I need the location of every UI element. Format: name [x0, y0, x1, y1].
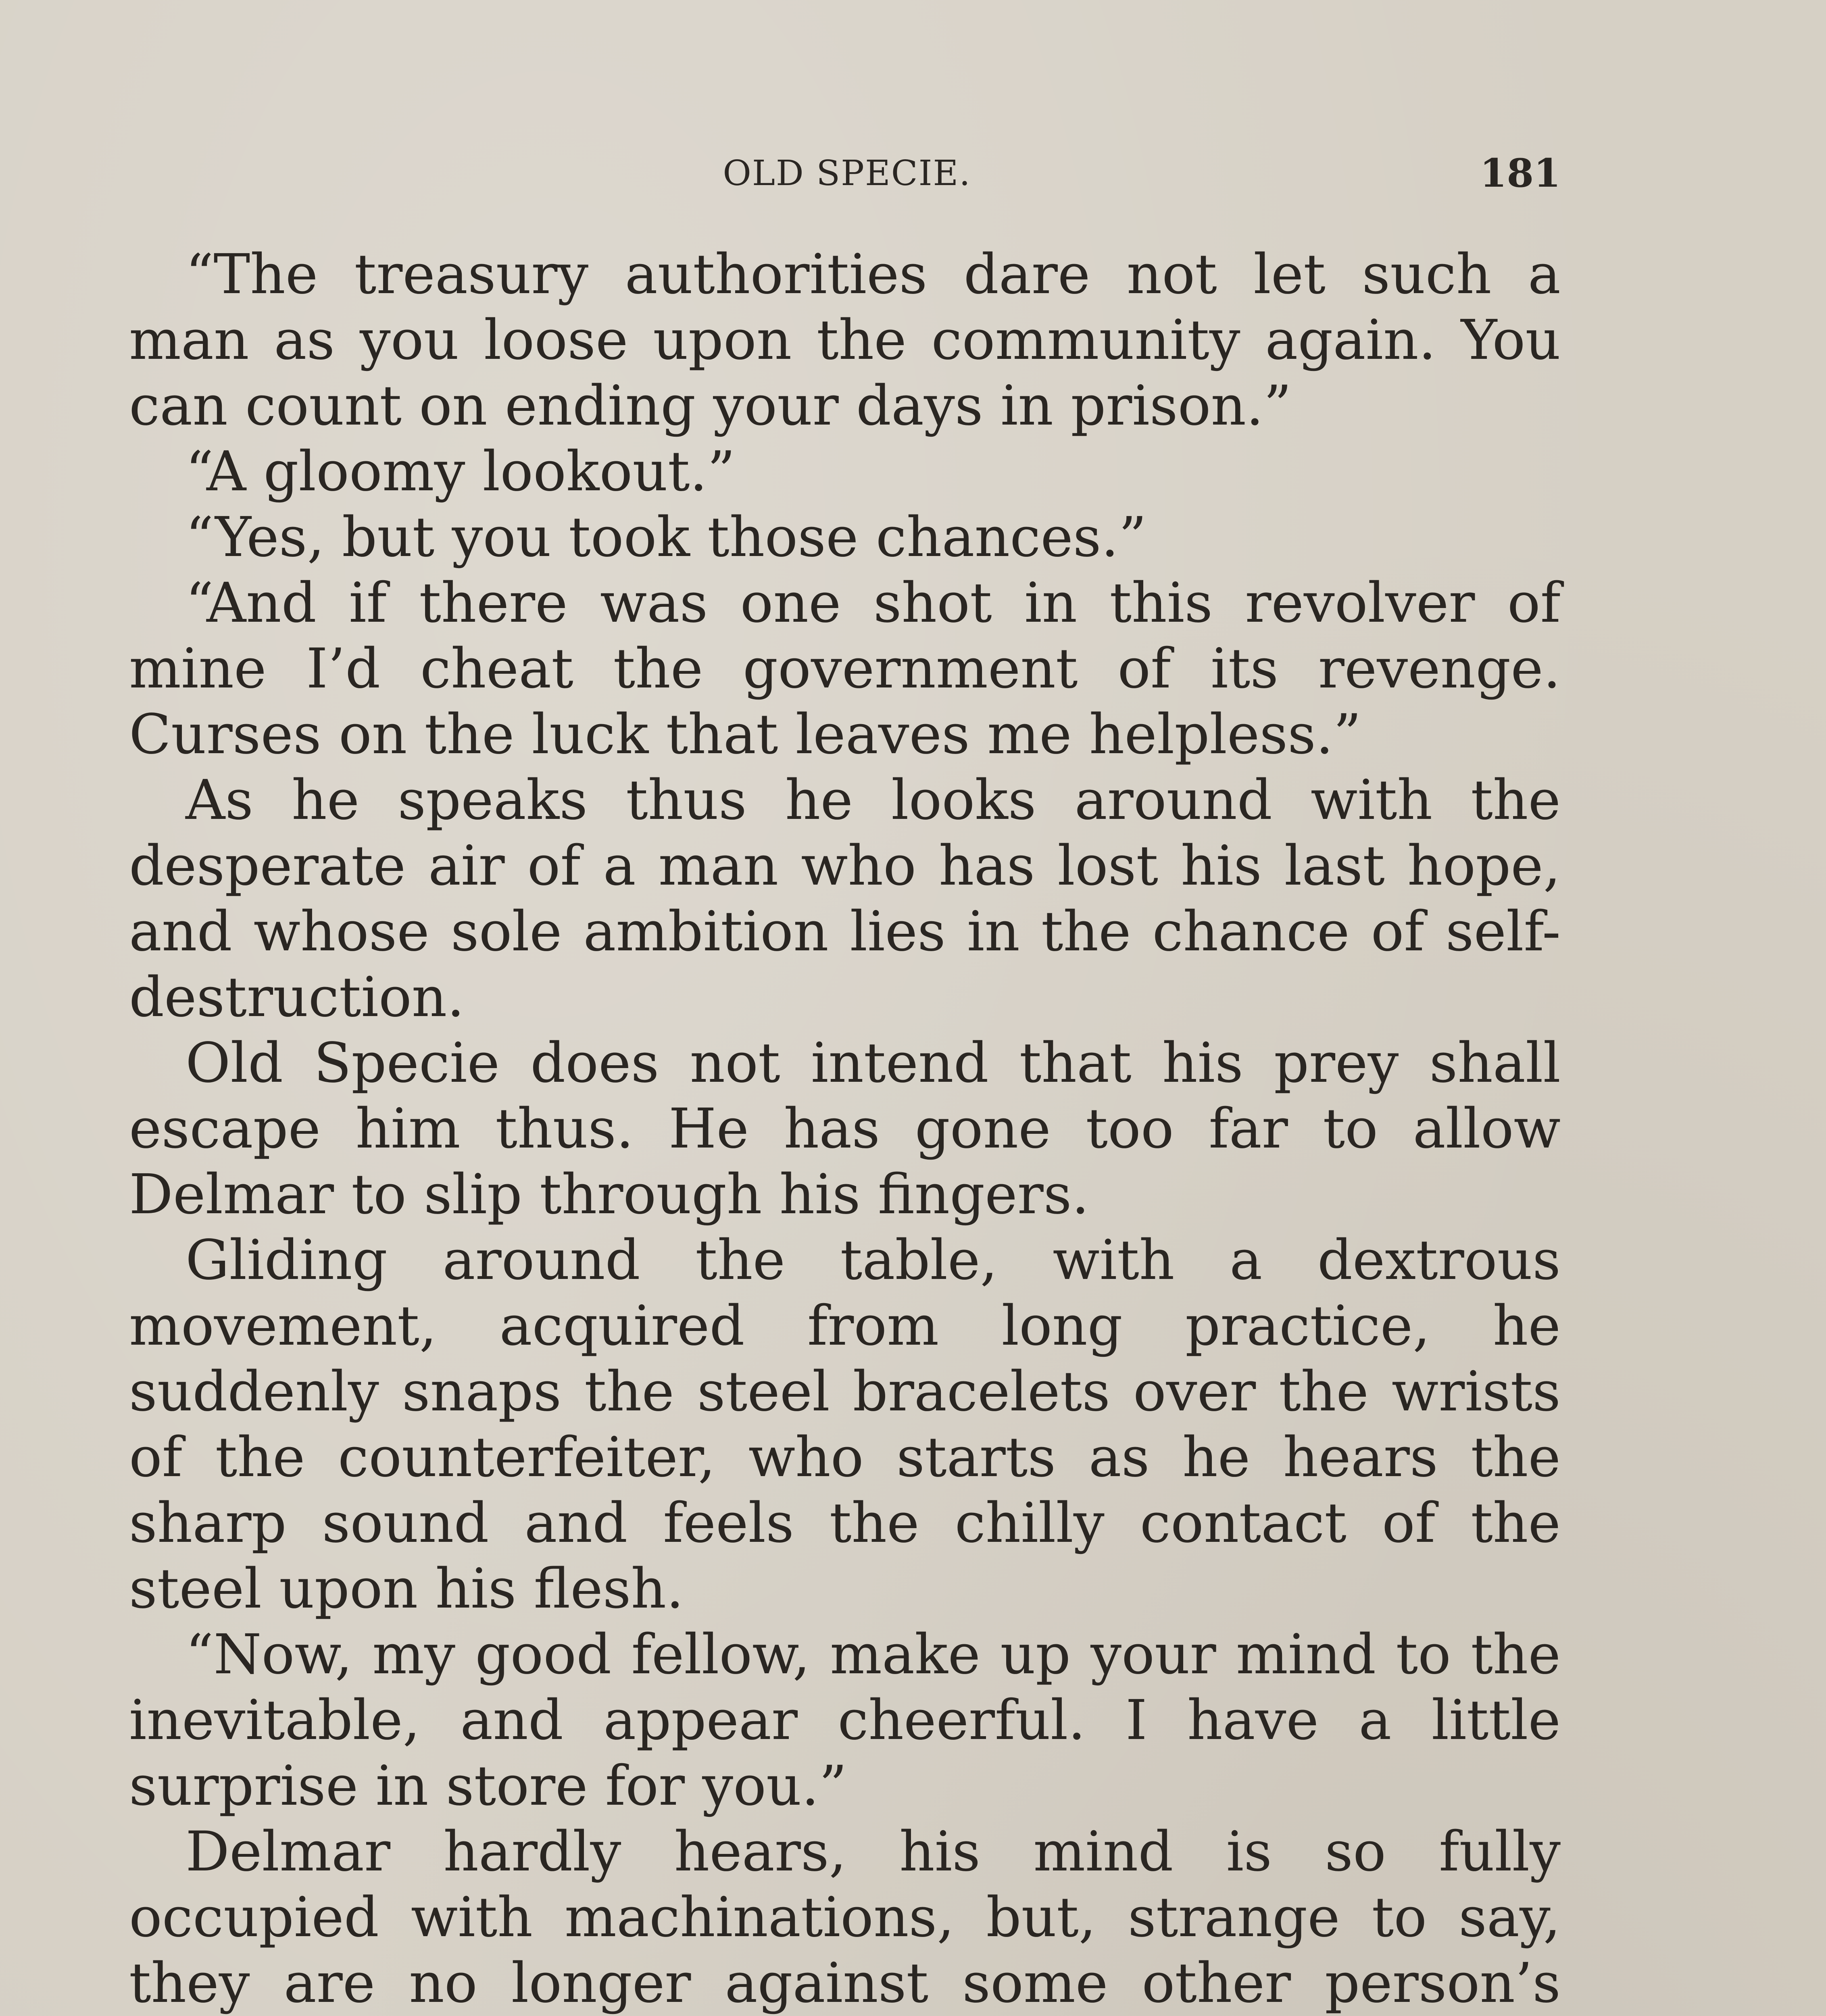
running-title: OLD SPECIE. — [723, 153, 971, 194]
paragraph: “A gloomy lookout.” — [186, 440, 736, 504]
paragraph: “Now, my good fellow, make up your mind to the inevitable, and appear cheerful. I have a little surprise in store for you.” — [129, 1623, 1561, 1818]
running-head — [133, 145, 1561, 202]
paragraph: Delmar hardly hears, his mind is so fully occupied with machinations, but, strange to say, they are no longer against some other person’s — [129, 1820, 1561, 2015]
paragraph: Old Specie does not intend that his prey shall escape him thus. He has gone too far to allow Delmar to slip through his fingers. — [129, 1031, 1561, 1227]
paragraph: As he speaks thus he looks around with the desperate air of a man who has lost his last hope, and whose sole ambition lies in the chance of self-destruction. — [129, 768, 1561, 1029]
paragraph: “And if there was one shot in this revolver of mine I’d cheat the government of its revenge. Curses on the luck that leaves me helpless.” — [129, 571, 1561, 766]
paragraph: Gliding around the table, with a dextrous movement, acquired from long practice, he suddenly snaps the steel bracelets over the wrists of the counterfeiter, who starts as he hears the sharp sound and feels the chilly contact of the steel upon his flesh. — [129, 1229, 1561, 1621]
body-text — [129, 242, 1561, 2016]
paragraph: “Yes, but you took those chances.” — [186, 506, 1147, 569]
paragraph: “The treasury authorities dare not let such a man as you loose upon the community again. You can count on ending your days in prison.” — [129, 243, 1561, 438]
page-number: 181 — [1480, 150, 1561, 196]
